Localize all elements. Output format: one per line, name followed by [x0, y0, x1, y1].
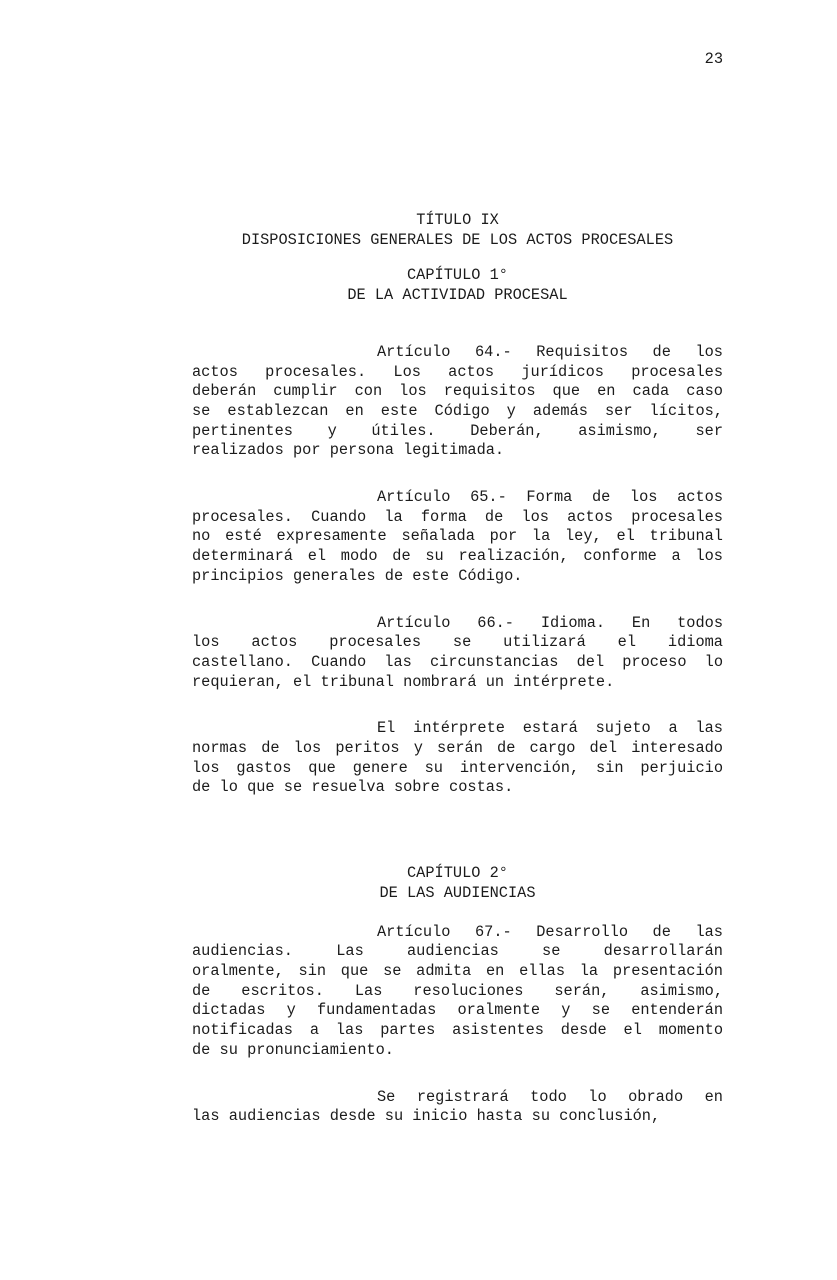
page-content — [192, 0, 723, 1127]
text-line: procesales. Cuando la forma de los actos procesales — [192, 507, 723, 526]
paragraph — [192, 923, 723, 1061]
text-line: de escritos. Las resoluciones serán, asimismo, — [192, 981, 723, 1000]
text-line: castellano. Cuando las circunstancias del proceso lo — [192, 652, 723, 671]
title-line-2: DISPOSICIONES GENERALES DE LOS ACTOS PROCESALES — [241, 230, 674, 249]
chapter2-name: CAPÍTULO 2° — [407, 864, 508, 883]
text-line: Artículo 65.- Forma de los actos — [377, 488, 723, 507]
text-line: no esté expresamente señalada por la ley, el tribunal — [192, 527, 723, 546]
text-line: Se registrará todo lo obrado en — [377, 1087, 723, 1106]
paragraph — [192, 343, 723, 461]
text-line: El intérprete estará sujeto a las — [377, 719, 723, 738]
text-line: requieran, el tribunal nombrará un intérprete. — [192, 672, 615, 691]
text-line: principios generales de este Código. — [192, 566, 523, 585]
text-line: actos procesales. Los actos jurídicos procesales — [192, 362, 723, 381]
chapter1-heading — [192, 266, 723, 305]
text-line: deberán cumplir con los requisitos que en cada caso — [192, 382, 723, 401]
text-line: de lo que se resuelva sobre costas. — [192, 778, 514, 797]
text-line: oralmente, sin que se admita en ellas la presentación — [192, 961, 723, 980]
text-line: los gastos que genere su intervención, sin perjuicio — [192, 758, 723, 777]
chapter1-paragraphs — [192, 343, 723, 798]
text-line: los actos procesales se utilizará el idioma — [192, 633, 723, 652]
text-line: audiencias. Las audiencias se desarrollarán — [192, 942, 723, 961]
title-line-1: TÍTULO IX — [416, 211, 499, 229]
chapter2-title: DE LAS AUDIENCIAS — [379, 883, 536, 902]
text-line: realizados por persona legitimada. — [192, 441, 505, 460]
text-line: Artículo 64.- Requisitos de los — [377, 342, 723, 361]
text-line: Artículo 67.- Desarrollo de las — [377, 922, 723, 941]
text-line: pertinentes y útiles. Deberán, asimismo, ser — [192, 421, 723, 440]
title-heading — [192, 211, 723, 250]
text-line: dictadas y fundamentadas oralmente y se entenderán — [192, 1001, 723, 1020]
paragraph — [192, 614, 723, 693]
page-number: 23 — [704, 50, 723, 68]
text-line: las audiencias desde su inicio hasta su conclusión, — [192, 1107, 661, 1126]
chapter1-title: DE LA ACTIVIDAD PROCESAL — [347, 286, 568, 305]
chapter1-name: CAPÍTULO 1° — [407, 266, 508, 285]
text-line: de su pronunciamiento. — [192, 1040, 394, 1059]
text-line: determinará el modo de su realización, conforme a los — [192, 547, 723, 566]
chapter2-paragraphs — [192, 923, 723, 1127]
paragraph — [192, 719, 723, 798]
chapter2-heading — [192, 864, 723, 903]
text-line: se establezcan en este Código y además ser lícitos, — [192, 401, 723, 420]
text-line: Artículo 66.- Idioma. En todos — [377, 613, 723, 632]
paragraph — [192, 1088, 723, 1127]
text-line: normas de los peritos y serán de cargo del interesado — [192, 739, 723, 758]
text-line: notificadas a las partes asistentes desde el momento — [192, 1021, 723, 1040]
paragraph — [192, 488, 723, 587]
